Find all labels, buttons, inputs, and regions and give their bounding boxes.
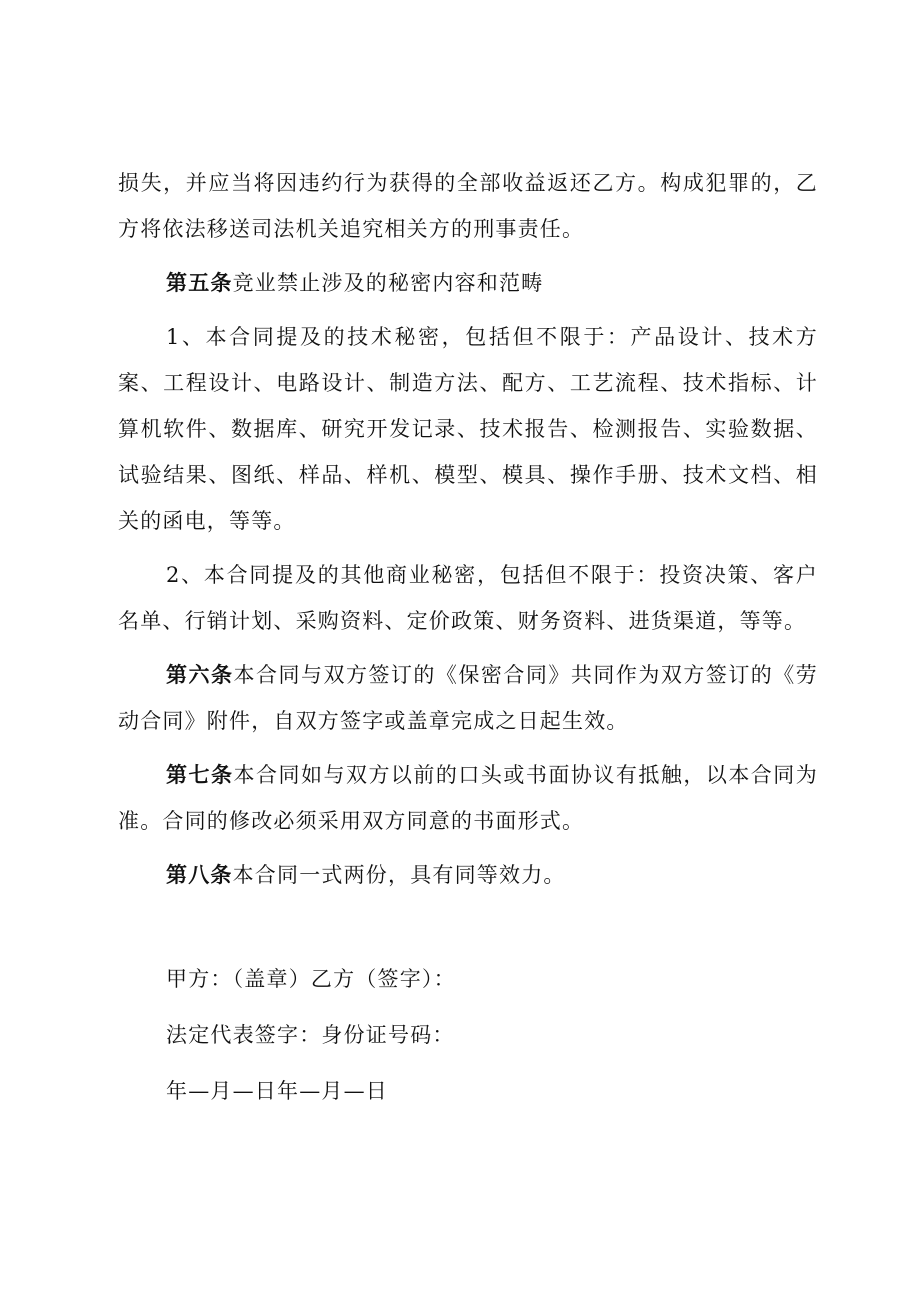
article-5 bbox=[118, 260, 818, 306]
document-body bbox=[118, 160, 818, 1114]
article-7 bbox=[118, 752, 818, 844]
article-6-label: 第六条 bbox=[166, 662, 234, 687]
signature-date-line: 年—月—日年—月—日 bbox=[166, 1079, 388, 1103]
article-6-text: 本合同与双方签订的《保密合同》共同作为双方签订的《劳动合同》附件，自双方签字或盖章完成之日起生效。 bbox=[118, 663, 818, 733]
paragraph-spacer bbox=[118, 744, 818, 752]
article-6 bbox=[118, 652, 818, 744]
paragraph-spacer bbox=[118, 306, 818, 314]
signature-block bbox=[118, 956, 818, 1114]
article-8-label: 第八条 bbox=[166, 862, 233, 887]
signature-representative-line: 法定代表签字：身份证号码： bbox=[166, 1023, 455, 1047]
article-7-label: 第七条 bbox=[166, 762, 234, 787]
article-5-label: 第五条 bbox=[166, 270, 233, 295]
paragraph-spacer bbox=[118, 844, 818, 852]
clause-technical-secrets: 1、本合同提及的技术秘密，包括但不限于：产品设计、技术方案、工程设计、电路设计、制造方法、配方、工艺流程、技术指标、计算机软件、数据库、研究开发记录、技术报告、检测报告、实验数据、试验结果、图纸、样品、样机、模型、模具、操作手册、技术文档、相关的函电，等等。 bbox=[118, 325, 818, 533]
paragraph-spacer bbox=[118, 644, 818, 652]
article-7-text: 本合同如与双方以前的口头或书面协议有抵触，以本合同为准。合同的修改必须采用双方同意的书面形式。 bbox=[118, 763, 818, 833]
paragraph-continuation: 损失，并应当将因违约行为获得的全部收益返还乙方。构成犯罪的，乙方将依法移送司法机关追究相关方的刑事责任。 bbox=[118, 171, 818, 241]
article-8 bbox=[118, 852, 818, 898]
article-5-text: 竞业禁止涉及的秘密内容和范畴 bbox=[232, 271, 544, 295]
paragraph-spacer bbox=[118, 544, 818, 552]
signature-party-line: 甲方：（盖章）乙方（签字）： bbox=[166, 967, 456, 991]
clause-commercial-secrets: 2、本合同提及的其他商业秘密，包括但不限于：投资决策、客户名单、行销计划、采购资料、定价政策、财务资料、进货渠道，等等。 bbox=[118, 563, 818, 633]
paragraph-spacer bbox=[118, 252, 818, 260]
article-8-text: 本合同一式两份，具有同等效力。 bbox=[232, 863, 566, 887]
